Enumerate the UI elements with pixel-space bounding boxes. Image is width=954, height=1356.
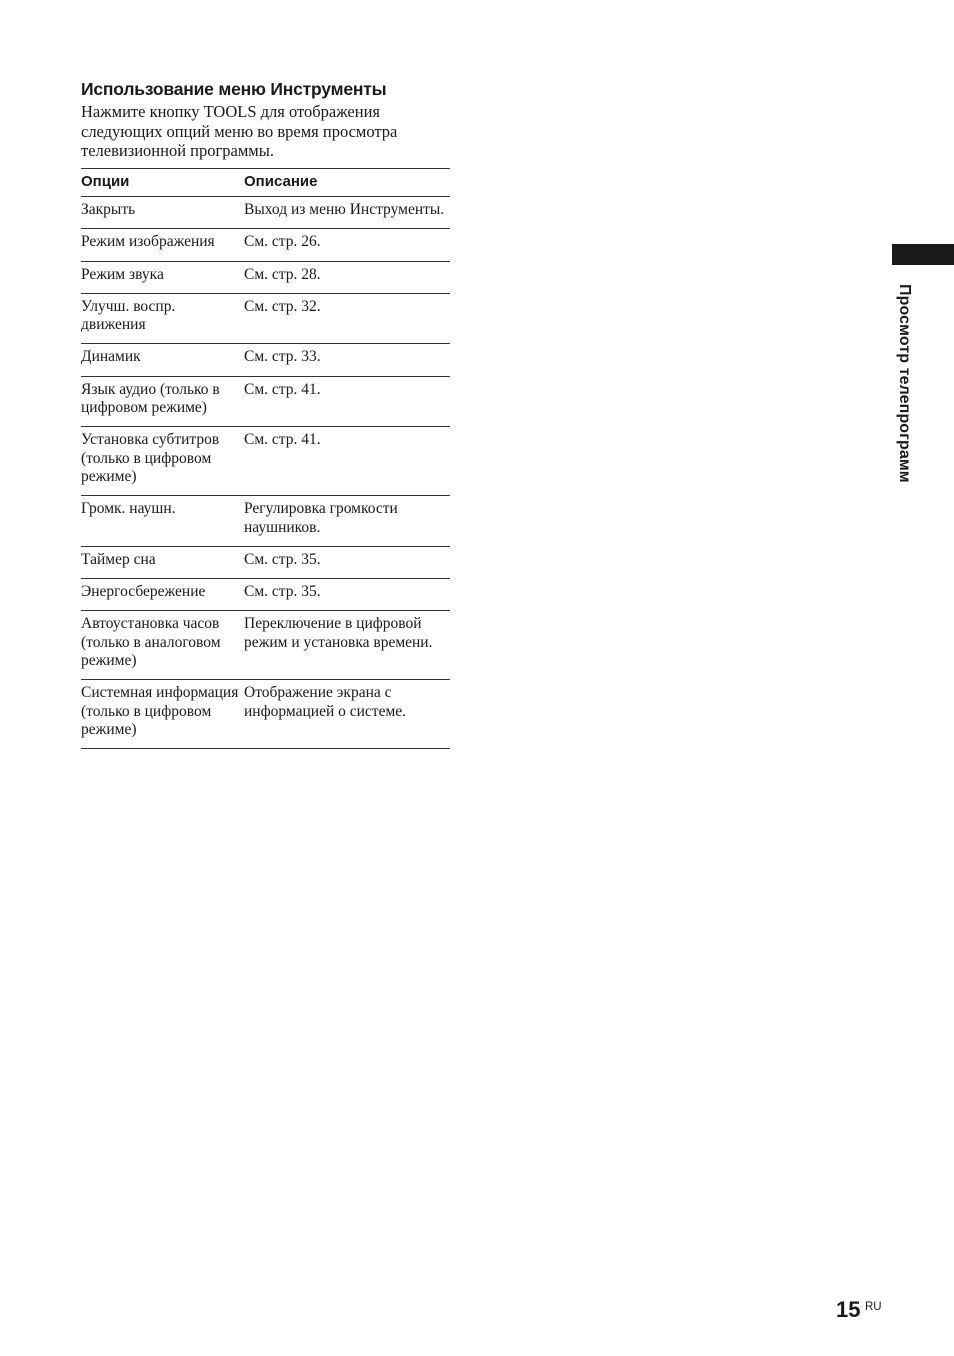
description-cell: См. стр. 35. — [244, 546, 450, 578]
table-row — [81, 496, 450, 547]
option-cell: Режим изображения — [81, 229, 244, 261]
table-row — [81, 427, 450, 496]
option-cell: Динамик — [81, 344, 244, 376]
table-header-row — [81, 169, 450, 197]
description-cell: См. стр. 41. — [244, 427, 450, 496]
option-cell: Закрыть — [81, 197, 244, 229]
page-number: 15 — [836, 1297, 861, 1322]
table-row — [81, 229, 450, 261]
description-cell: Переключение в цифровой режим и установка времени. — [244, 611, 450, 680]
description-cell: Выход из меню Инструменты. — [244, 197, 450, 229]
table-row — [81, 197, 450, 229]
table-row — [81, 376, 450, 427]
option-cell: Энергосбережение — [81, 579, 244, 611]
side-tab-marker — [892, 244, 954, 265]
description-cell: Регулировка громкости наушников. — [244, 496, 450, 547]
table-row — [81, 344, 450, 376]
side-section-label: Просмотр телепрограмм — [896, 284, 913, 483]
option-cell: Системная информация (только в цифровом режиме) — [81, 680, 244, 749]
option-cell: Таймер сна — [81, 546, 244, 578]
option-cell: Улучш. воспр. движения — [81, 293, 244, 344]
header-options: Опции — [81, 169, 244, 197]
table-row — [81, 611, 450, 680]
description-cell: См. стр. 33. — [244, 344, 450, 376]
table-row — [81, 261, 450, 293]
description-cell: См. стр. 28. — [244, 261, 450, 293]
description-cell: См. стр. 35. — [244, 579, 450, 611]
table-row — [81, 579, 450, 611]
options-table — [81, 168, 450, 749]
description-cell: См. стр. 26. — [244, 229, 450, 261]
option-cell: Автоустановка часов (только в аналоговом режиме) — [81, 611, 244, 680]
intro-paragraph: Нажмите кнопку TOOLS для отображения следующих опций меню во время просмотра телевизионной программы. — [81, 102, 398, 160]
option-cell: Язык аудио (только в цифровом режиме) — [81, 376, 244, 427]
description-cell: См. стр. 32. — [244, 293, 450, 344]
page-language: RU — [865, 1301, 882, 1313]
option-cell: Установка субтитров (только в цифровом режиме) — [81, 427, 244, 496]
option-cell: Режим звука — [81, 261, 244, 293]
table-row — [81, 293, 450, 344]
table-row — [81, 680, 450, 749]
table-row — [81, 546, 450, 578]
option-cell: Громк. наушн. — [81, 496, 244, 547]
description-cell: Отображение экрана с информацией о системе. — [244, 680, 450, 749]
description-cell: См. стр. 41. — [244, 376, 450, 427]
section-title: Использование меню Инструменты — [81, 79, 387, 99]
header-description: Описание — [244, 169, 450, 197]
